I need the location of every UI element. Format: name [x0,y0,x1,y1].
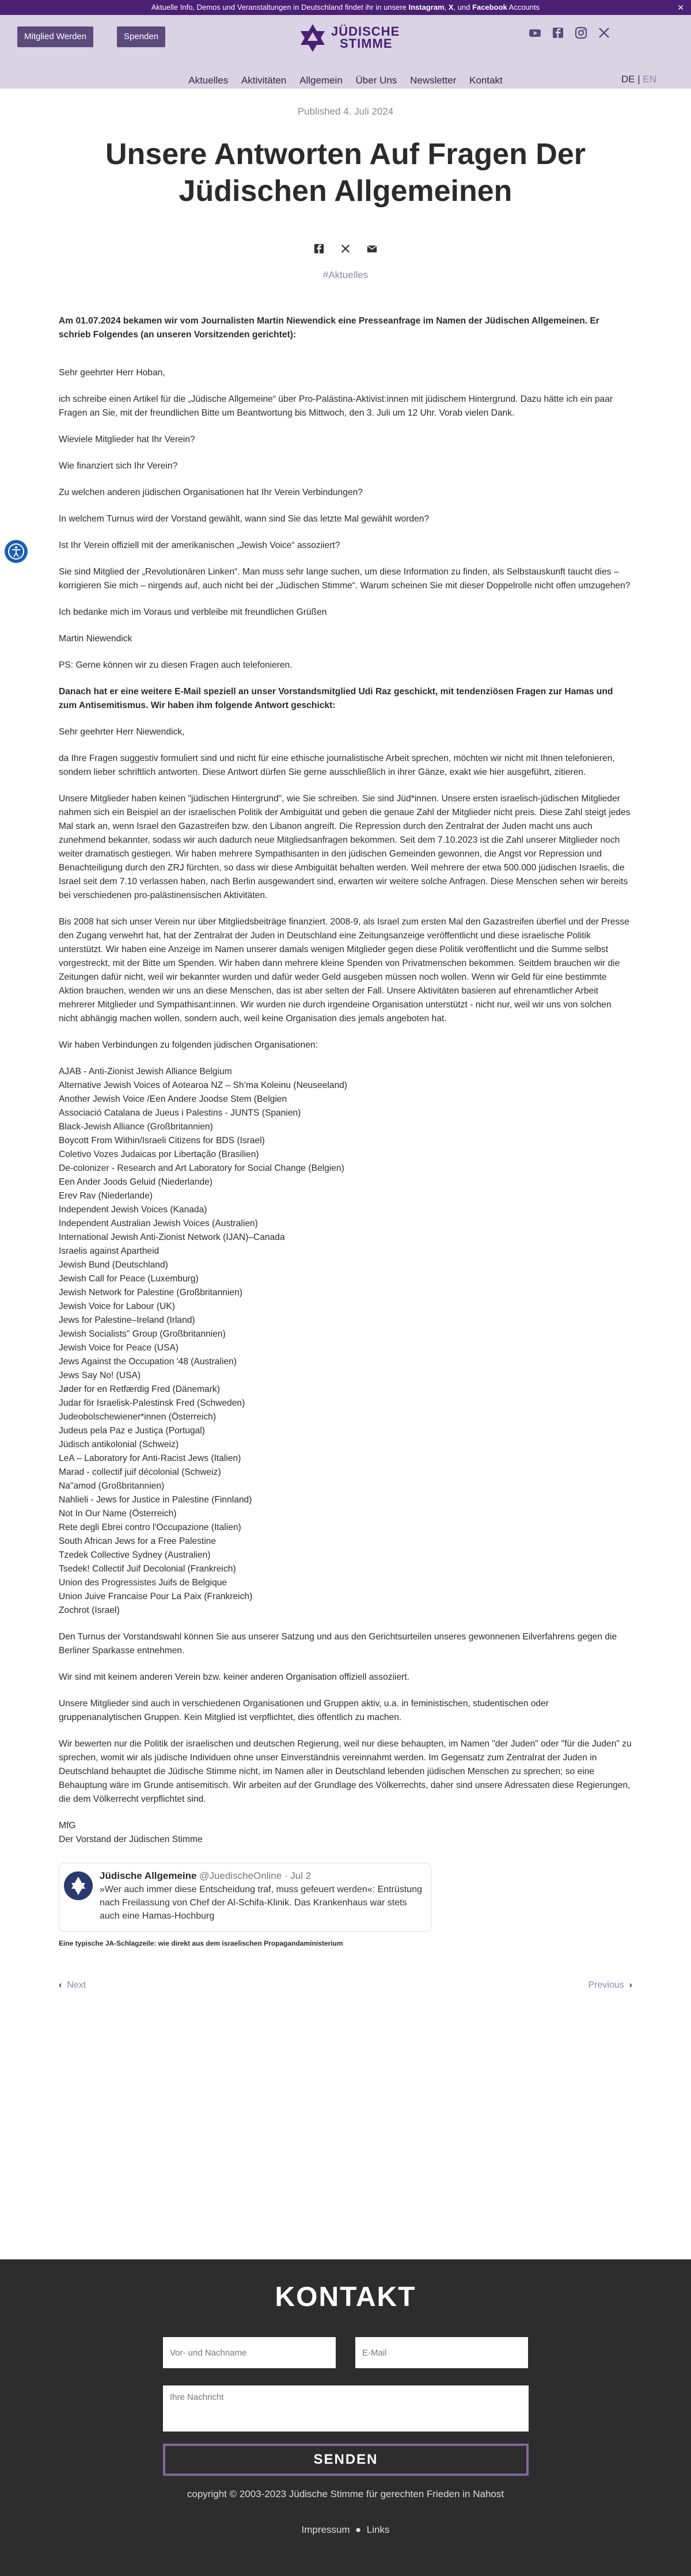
nav-aktivitaeten[interactable]: Aktivitäten [241,75,287,86]
x-link[interactable]: X [448,3,454,12]
paragraph: Wie finanziert sich Ihr Verein? [59,461,178,471]
list-item: Jews for Palestine–Ireland (Irland) [59,1315,195,1325]
list-item: Jüdisch antikolonial (Schweiz) [59,1440,179,1449]
lang-separator: | [637,74,640,85]
nav-newsletter[interactable]: Newsletter [410,75,457,86]
facebook-link[interactable]: Facebook [472,3,507,12]
organization-list [59,1065,632,1618]
article-intro: Am 01.07.2024 bekamen wir vom Journalisten Martin Niewendick eine Presseanfrage im Namen der Jüdischen Allgemeinen. Er schrieb Folgendes (an unseren Vorsitzenden gerichtet): [59,316,599,340]
paragraph: ich schreibe einen Artikel für die „Jüdische Allgemeine“ über Pro-Palästina-Aktivist:innen mit jüdischem Hintergrund. Dazu hätte ich ein paar Fragen an Sie, mit der freundlichen Bitte um Beantwortung bis Mittwoch, den 3. Juli um 12 Uhr. Vorab vielen Dank. [59,394,613,418]
list-item: Nahlieli - Jews for Justice in Palestine (Finnland) [59,1495,252,1505]
list-item: Tsedek! Collectif Juif Decolonial (Frankreich) [59,1564,236,1574]
paragraph: Ich bedanke mich im Voraus und verbleibe mit freundlichen Grüßen [59,607,327,617]
list-item: Judeobolschewiener*innen (Österreich) [59,1412,217,1422]
tweet-author-name: Jüdische Allgemeine [100,1870,197,1881]
tweet-handle: @JuedischeOnline · Jul 2 [199,1870,312,1881]
paragraph: Unsere Mitglieder sind auch in verschiedenen Organisationen und Gruppen aktiv, u.a. in feministischen, studentischen oder gruppenanalytischen Gruppen. Kein Mitglied ist verpflichtet, dies öffentlich zu machen. [59,1699,549,1722]
list-item: Jews Say No! (USA) [59,1371,141,1380]
list-item: Israelis against Apartheid [59,1246,160,1256]
paragraph: Sehr geehrter Herr Hoban, [59,368,165,378]
list-item: Tzedek Collective Sydney (Australien) [59,1550,211,1560]
announcement-post: Accounts [507,3,540,12]
paragraph: Martin Niewendick [59,634,132,644]
list-item: Judar för Israelisk-Palestinsk Fred (Schweden) [59,1398,245,1408]
list-item: Jewish Voice for Labour (UK) [59,1302,175,1311]
paragraph: In welchem Turnus wird der Vorstand gewählt, wann sind Sie das letzte Mal gewählt worden? [59,514,430,524]
message-textarea[interactable] [163,2385,529,2432]
list-item: Jewish Voice for Peace (USA) [59,1343,179,1353]
signoff [59,1819,632,1847]
closing-signature: Der Vorstand der Jüdischen Stimme [59,1835,203,1844]
paragraph: da Ihre Fragen suggestiv formuliert sind und nicht für eine ethische journalistische Arbeit sprechen, möchten wir nicht mit Ihnen telefonieren, sondern lieber schriftlich antworten. Diese Antwort dürfen Sie gerne ausschließlich in ihrer Gänze, exakt wie hier ausgeführt, zitieren. [59,754,615,777]
facebook-share-icon[interactable] [313,243,325,254]
contact-footer [0,2259,691,2576]
title-line1: Unsere Antworten Auf Fragen Der [105,138,586,171]
logo-line1: JÜDISCHE [331,24,400,39]
instagram-icon[interactable] [575,26,587,39]
lang-en[interactable]: EN [643,74,656,85]
member-button[interactable]: Mitglied Werden [17,26,93,47]
email-share-icon[interactable] [366,243,378,254]
list-item: LeA – Laboratory for Anti-Racist Jews (Italien) [59,1453,241,1463]
avatar [64,1871,93,1900]
chevron-left-icon: ‹ [59,1980,62,1990]
list-item: Coletivo Vozes Judaicas por Libertação (Brasilien) [59,1150,259,1159]
copyright: copyright © 2003-2023 Jüdische Stimme für gerechten Frieden in Nahost [187,2489,504,2499]
list-item: Jewish Bund (Deutschland) [59,1260,168,1270]
image-caption: Eine typische JA-Schlagzeile: wie direkt aus dem israelischen Propagandaministerium [59,1939,343,1947]
chevron-right-icon: › [629,1980,632,1990]
nav-allgemein[interactable]: Allgemein [299,75,343,86]
donate-button[interactable]: Spenden [117,26,165,47]
list-item: Independent Australian Jewish Voices (Australien) [59,1219,258,1228]
list-item: Judeus pela Paz e Justiça (Portugal) [59,1426,205,1436]
site-header [0,15,691,89]
nav-ueber-uns[interactable]: Über Uns [355,75,397,86]
article [58,89,633,281]
name-input[interactable] [163,2337,336,2368]
previous-label: Previous [588,1980,624,1990]
tweet-text: »Wer auch immer diese Entscheidung traf, muss gefeuert werden«: Entrüstung nach Freilassung von Chef der Al-Schifa-Klinik. Das Krankenhaus war stets auch eine Hamas-Hochburg [100,1885,422,1921]
list-item: South African Jews for a Free Palestine [59,1536,217,1546]
list-item: Jewish Socialists" Group (Großbritannien) [59,1329,226,1339]
paragraph: Ist Ihr Verein offiziell mit der amerikanischen „Jewish Voice“ assoziiert? [59,541,340,550]
logo-line2: STIMME [340,36,393,51]
list-item: Rete degli Ebrei contro l'Occupazione (Italien) [59,1523,241,1532]
paragraph: Wieviele Mitglieder hat Ihr Verein? [59,435,195,444]
embedded-tweet[interactable] [59,1863,431,1932]
list-item: Alternative Jewish Voices of Aotearoa NZ – Sh’ma Koleinu (Neuseeland) [59,1080,348,1090]
announcement-sep: , und [453,3,473,12]
contact-title: KONTAKT [275,2282,416,2312]
list-item: Jews Against the Occupation '48 (Australien) [59,1357,237,1367]
dot-separator-icon: ● [352,2524,365,2535]
close-icon[interactable]: ✕ [677,3,684,12]
list-item: Marad - collectif juif décolonial (Schweiz) [59,1467,221,1477]
list-item: Zochrot (Israel) [59,1605,120,1615]
star-of-david-icon [297,22,329,54]
tweet-author [100,1869,311,1883]
instagram-link[interactable]: Instagram [408,3,445,12]
site-logo[interactable] [297,22,403,53]
closing-mfg: MfG [59,1821,76,1831]
next-label: Next [67,1980,86,1990]
impressum-link[interactable]: Impressum [301,2524,350,2535]
paragraph: Wir bewerten nur die Politik der israelischen und deutschen Regierung, weil nur diese behaupten, im Namen "der Juden" oder "für die Juden" zu sprechen, womit wir als jüdische Individuen ohne unser Einverständnis vereinnahmt werden. Im Gegensatz zum Zentralrat der Juden in Deutschland behauptet die Jüdische Stimme nicht, im Namen aller in Deutschland lebenden jüdischen Menschen zu sprechen; so eine Behauptung wäre im Grunde antisemitisch. Wir arbeiten auf der Grundlage des Völkerrechts, daher sind unsere Adressaten diese Regierungen, die dem Völkerrecht verpflichtet sind. [59,1739,632,1804]
category-tag[interactable]: #Aktuelles [322,269,369,280]
paragraph: Unsere Mitglieder haben keinen "jüdischen Hintergrund", wie Sie schreiben. Sie sind Jüd*innen. Unsere ersten israelisch-jüdischen Mitglieder nahmen sich ein Beispiel an der israelischen Politik der Ambiguität und geben die genaue Zahl der Mitglieder nicht preis. Diese Zahl steigt jedes Mal stark an, wenn Israel den Gazastreifen bzw. den Libanon angreift. Die Repression durch den Zentralrat der Juden macht uns auch zunehmend bekannter, sodass wir auch dadurch neue Mitgliedsanfragen bekommen. Seit dem 7.10.2023 ist die Zahl unserer Mitglieder noch weiter dramatisch gestiegen. Wir haben mehrere Sympathisanten in den jüdischen Gemeinden gewonnen, die Angst vor Repression und Benachteiligung durch den ZRJ fürchten, so dass wir diese Ambiguität behalten werden. Weil mehrere der etwa 500.000 jüdischen Israelis, die Israel seit dem 7.10 verlassen haben, nach Berlin ausgewandert sind, erwarten wir weitere solche Anfragen. Diese Menschen sehen wir bereits bei verschiedenen pro-palästinensischen Aktivitäten. [59,794,631,900]
email-input[interactable] [355,2337,528,2368]
list-item: Na"amod (Großbritannien) [59,1481,165,1491]
article-body [59,314,632,1950]
list-item: Another Jewish Voice /Een Andere Joodse Stem (Belgien [59,1094,287,1104]
list-item: AJAB - Anti-Zionist Jewish Alliance Belgium [59,1067,232,1076]
list-item: Not In Our Name (Österreich) [59,1509,177,1519]
list-item: Een Ander Joods Geluid (Niederlande) [59,1177,212,1187]
previous-link[interactable] [589,1980,632,1991]
links-link[interactable]: Links [366,2524,390,2535]
paragraph: PS: Gerne können wir zu diesen Fragen auch telefonieren. [59,660,293,670]
paragraph: Danach hat er eine weitere E-Mail speziell an unser Vorstandsmitglied Udi Raz geschickt, mit tendenziösen Fragen zur Hamas und zum Antisemitismus. Wir haben ihm folgende Antwort geschickt: [59,687,613,710]
announcement-sep: , [444,3,449,12]
accessibility-icon [5,540,28,563]
accessibility-button[interactable] [5,540,28,563]
published-date: Published 4. Juli 2024 [297,106,394,117]
list-item: Jewish Network for Palestine (Großbritannien) [59,1288,242,1297]
announcement-bar [0,0,691,15]
list-item: International Jewish Anti-Zionist Network (IJAN)–Canada [59,1232,285,1242]
next-link[interactable] [59,1980,86,1991]
title-line2: Jüdischen Allgemeinen [179,174,512,208]
nav-kontakt[interactable]: Kontakt [469,75,503,86]
send-button[interactable]: SENDEN [163,2444,529,2476]
x-share-icon[interactable] [340,243,351,254]
paragraph: Zu welchen anderen jüdischen Organisationen hat Ihr Verein Verbindungen? [59,488,363,497]
list-item: Black-Jewish Alliance (Großbritannien) [59,1122,213,1132]
paragraph: Sie sind Mitglied der „Revolutionären Linken“. Man muss sehr lange suchen, um diese Information zu finden, als Selbstauskunft taucht dies – korrigieren Sie mich – nirgends auf, auch nicht bei der „Jüdischen Stimme“. Warum scheinen Sie mit dieser Doppelrolle nicht offen umzugehen? [59,567,631,591]
list-item: Independent Jewish Voices (Kanada) [59,1205,207,1215]
paragraph: Bis 2008 hat sich unser Verein nur über Mitgliedsbeiträge finanziert. 2008-9, als Israel zum ersten Mal den Gazastreifen überfiel und der Presse den Zugang verwehrt hat, hat der Zentralrat der Juden in Deutschland eine Zeitungsanzeige veröffentlicht und diese israelische Politik unterstützt. Wir haben eine Anzeige im Namen unserer damals wenigen Mitglieder gegen diese Politik veröffentlicht und die Summe selbst vorgestreckt, mit der Bitte um Spenden. Wir haben dann mehrere kleine Spenden von Privatmenschen bekommen. Seitdem brauchen wir die Zeitungen dafür nicht, weil wir bekannter wurden und dafür weder Geld ausgeben müssen noch wollen. Wenn wir Geld für eine bestimmte Aktion brauchen, wenden wir uns an diese Menschen, das ist aber selten der Fall. Unsere Aktivitäten basieren auf ehrenamtlicher Arbeit mehrerer Mitglieder und Sympathisant:innen. Wir wurden nie durch irgendeine Organisation unterstützt - nicht nur, weil wir uns von solchen nicht abhängig machen wollen, sondern auch, weil keine Organisation dies jemals angeboten hat. [59,917,629,1023]
paragraph: Sehr geehrter Herr Niewendick, [59,727,185,737]
list-item: Jøder for en Retfærdig Fred (Dänemark) [59,1384,220,1394]
footer-links [0,2524,691,2536]
list-item: Erev Rav (Niederlande) [59,1191,153,1201]
post-navigation [59,1980,632,1997]
list-item: Union Juive Francaise Pour La Paix (Frankreich) [59,1592,253,1601]
list-item: Union des Progressistes Juifs de Belgique [59,1578,227,1588]
paragraph: Wir haben Verbindungen zu folgenden jüdischen Organisationen: [59,1040,318,1050]
youtube-icon[interactable] [529,26,541,39]
main-nav [0,75,691,86]
list-item: Jewish Call for Peace (Luxemburg) [59,1274,199,1284]
facebook-icon[interactable] [552,26,564,39]
nav-aktuelles[interactable]: Aktuelles [188,75,229,86]
page-title [58,136,633,210]
list-item: De-colonizer - Research and Art Laboratory for Social Change (Belgien) [59,1163,344,1173]
language-switcher [621,74,656,85]
lang-de[interactable]: DE [621,74,635,85]
announcement-text: Aktuelle Info, Demos und Veranstaltungen in Deutschland findet ihr in unsere [151,3,409,12]
list-item: Boycott From Within/Israeli Citizens for BDS (Israel) [59,1136,265,1146]
list-item: Associació Catalana de Jueus i Palestins - JUNTS (Spanien) [59,1108,301,1118]
logo-text [331,25,400,50]
paragraph: Wir sind mit keinem anderen Verein bzw. keiner anderen Organisation offiziell assoziiert. [59,1672,410,1682]
paragraph: Den Turnus der Vorstandswahl können Sie aus unserer Satzung und aus den Gerichtsurteilen unseres gewonnenen Eilverfahrens gegen die Berliner Sparkasse entnehmen. [59,1632,617,1656]
social-icons [529,26,610,39]
x-twitter-icon[interactable] [598,26,610,39]
share-buttons [58,243,633,254]
